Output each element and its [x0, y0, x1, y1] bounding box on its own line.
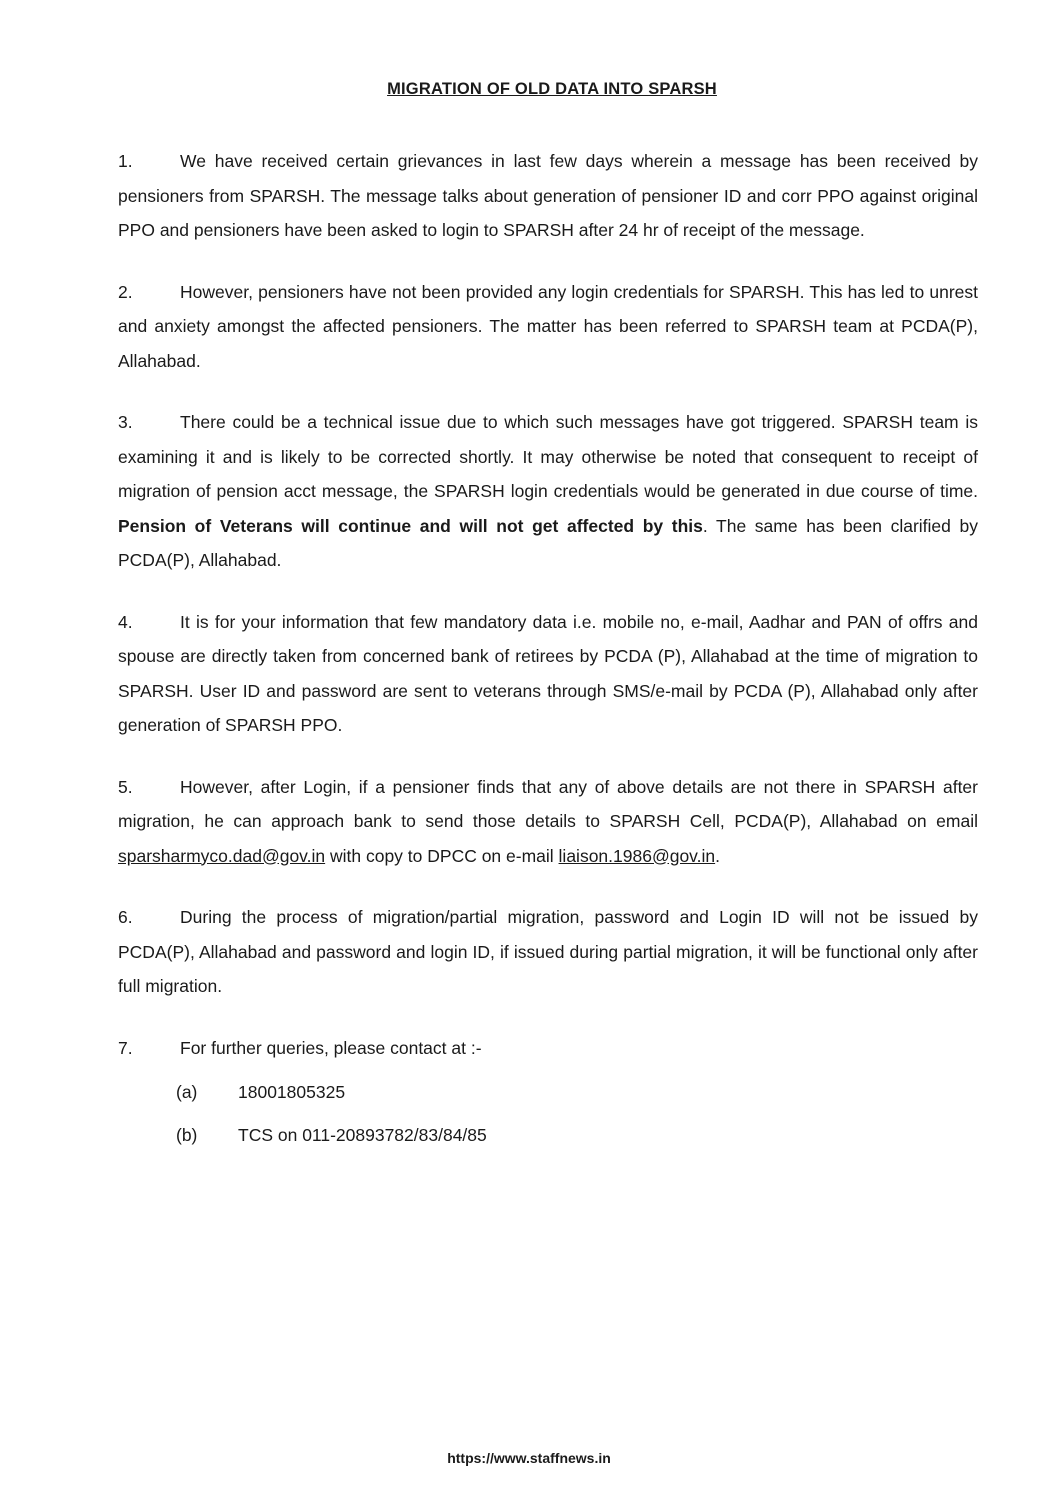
contact-item — [176, 1075, 978, 1110]
paragraph-text: There could be a technical issue due to which such messages have got triggered. SPARSH team is examining it and is likely to be corrected shortly. It may otherwise be noted that consequent to receipt of migration of pension acct message, the SPARSH login credentials would be generated in due course of time. — [118, 412, 978, 501]
paragraph-text: We have received certain grievances in last few days wherein a message has been received by pensioners from SPARSH. The message talks about generation of pensioner ID and corr PPO against original PPO and pensioners have been asked to login to SPARSH after 24 hr of receipt of the message. — [118, 151, 978, 240]
contact-value: 18001805325 — [238, 1082, 346, 1102]
paragraph-number: 1. — [118, 151, 133, 171]
footer-url: https://www.staffnews.in — [447, 1450, 611, 1466]
dpcc-email-link[interactable]: liaison.1986@gov.in — [558, 845, 716, 866]
paragraph-text: with copy to DPCC on e-mail — [325, 845, 559, 866]
paragraph-7 — [118, 1031, 978, 1066]
paragraph-3 — [118, 405, 978, 578]
paragraph-number: 4. — [118, 611, 133, 632]
paragraph-number: 7. — [118, 1037, 133, 1058]
paragraph-4 — [118, 605, 978, 743]
paragraph-text: . The same has been clarified by PCDA(P), Allahabad. — [118, 515, 978, 570]
paragraph-text: However, pensioners have not been provided any login credentials for SPARSH. This has led to unrest and anxiety amongst the affected pensioners. The matter has been referred to SPARSH team at PCDA(P), Allahabad. — [118, 281, 978, 371]
paragraph-text: During the process of migration/partial migration, password and Login ID will not be issued by PCDA(P), Allahabad and password and login ID, if issued during partial migration, it will be functional only after full migration. — [118, 907, 978, 996]
paragraph-number: 6. — [118, 907, 133, 927]
sparsh-email-link[interactable]: sparsharmyco.dad@gov.in — [118, 845, 326, 866]
paragraph-text: However, after Login, if a pensioner finds that any of above details are not there in SPARSH after migration, he can approach bank to send those details to SPARSH Cell, PCDA(P), Allahabad on email — [118, 776, 978, 831]
contact-label: (b) — [176, 1124, 198, 1145]
document-body — [118, 144, 978, 1160]
paragraph-text: For further queries, please contact at :- — [180, 1037, 482, 1058]
paragraph-6 — [118, 900, 978, 1004]
paragraph-text: . — [715, 845, 720, 866]
paragraph-number: 2. — [118, 281, 133, 302]
paragraph-number: 3. — [118, 412, 133, 432]
document-title: MIGRATION OF OLD DATA INTO SPARSH — [387, 80, 717, 98]
contact-value: TCS on 011-20893782/83/84/85 — [238, 1124, 487, 1145]
paragraph-text: It is for your information that few mandatory data i.e. mobile no, e-mail, Aadhar and PAN of offrs and spouse are directly taken from concerned bank of retirees by PCDA (P), Allahabad at the time of migration to SPARSH. User ID and password are sent to veterans through SMS/e-mail by PCDA (P), Allahabad only after generation of SPARSH PPO. — [118, 611, 978, 735]
paragraph-2 — [118, 275, 978, 379]
contact-item — [176, 1118, 978, 1153]
bold-statement: Pension of Veterans will continue and will not get affected by this — [118, 515, 703, 536]
paragraph-number: 5. — [118, 776, 133, 797]
paragraph-1 — [118, 144, 978, 248]
paragraph-5 — [118, 770, 978, 874]
contact-label: (a) — [176, 1082, 198, 1102]
